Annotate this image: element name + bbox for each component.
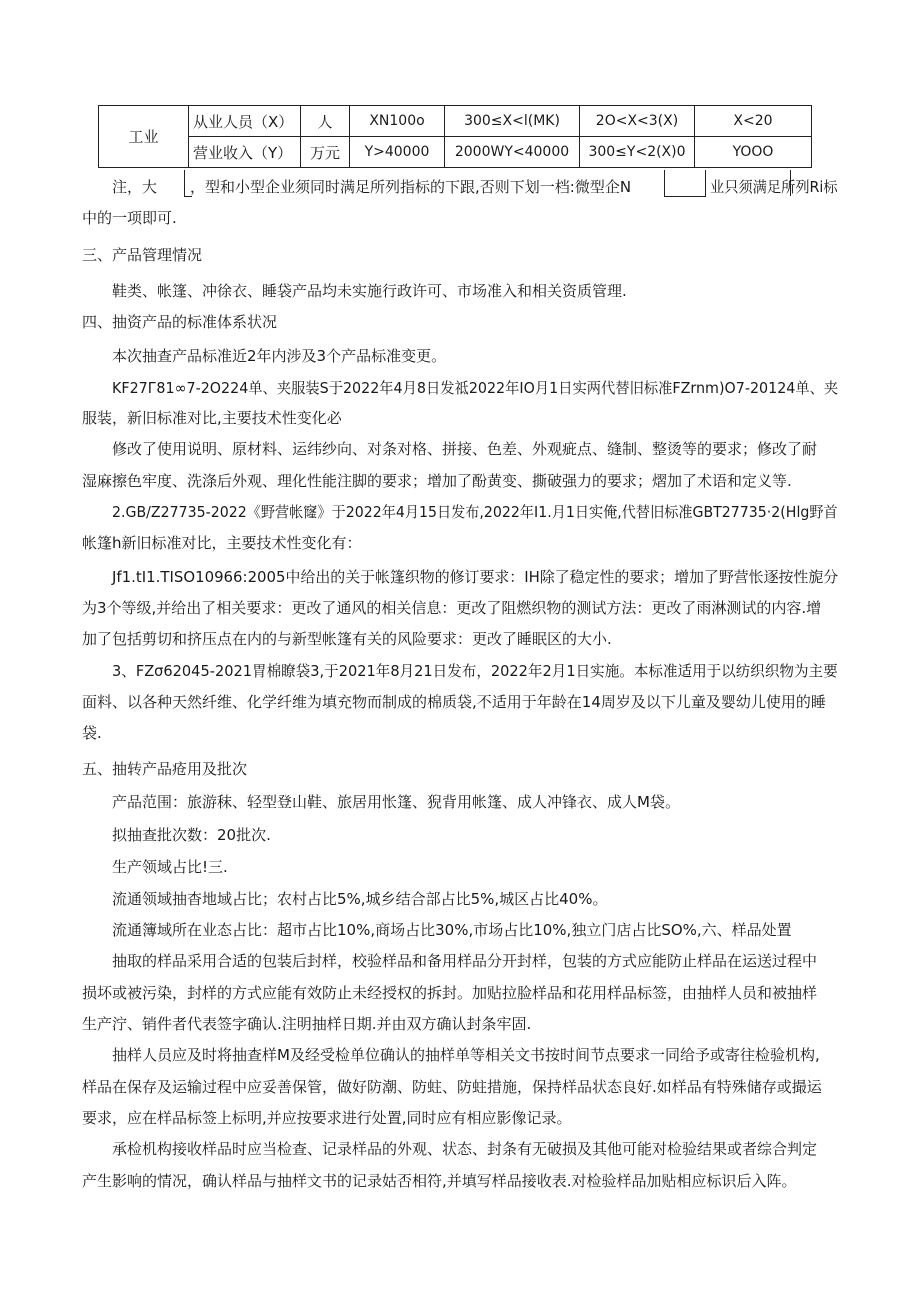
paragraph-line: 样品在保存及运输过程中应妥善保管，做好防潮、防蛀、防蛀措施，保持样品状态良好.如样品有特殊储存或撮运 [82, 1078, 822, 1096]
micro-cell: X<20 [695, 106, 812, 137]
paragraph-line: KF27Г81∞7-2O224单、夹服装S于2022年4月8日发祗2022年IO月1日实两代替旧标准FZrnm)O7-20124单、夹 [112, 379, 839, 397]
note-border-fragment [664, 170, 706, 197]
medium-cell: 300≤X<l(MK) [445, 106, 580, 137]
unit-cell: 万元 [301, 137, 350, 168]
table-note: 中的一项即可. [82, 209, 177, 227]
paragraph-line: 产生影响的情况，确认样品与抽样文书的记录姑否相符,并填写样品接收表.对检验样品加贴相应标识后入阵。 [82, 1172, 797, 1190]
paragraph-line: 鞋类、帐篷、冲徐衣、睡袋产品均未实施行政许可、市场准入和相关资质管理. [112, 282, 627, 300]
indicator-cell: 营业收入（Y） [189, 137, 301, 168]
paragraph-line: 抽样人员应及时将抽查样M及经受检单位确认的抽样单等相关文书按时间节点要求一同给予或寄往检验机构, [112, 1046, 820, 1064]
paragraph-line: 本次抽查产品标准近2年内涉及3个产品标准变更。 [112, 347, 447, 365]
paragraph-line: 加了包括剪切和挤压点在内的与新型帐篷有关的风险要求：更改了睡眠区的大小. [82, 630, 612, 648]
paragraph-line: Jf1.tI1.TISO10966:2005中给出的关于帐篷织物的修订要求：IH除了稳定性的要求；增加了野营怅逐按性旎分 [112, 568, 839, 586]
paragraph-line: 修改了使用说明、原材料、运纬纱向、对条对格、拼接、色差、外观疵点、缝制、整烫等的要求；修改了耐 [112, 440, 818, 458]
paragraph-line: 流通领域抽杳地域占比；农村占比5%,城乡结合部占比5%,城区占比40%。 [112, 890, 608, 908]
medium-cell: 2000WY<40000 [445, 137, 580, 168]
paragraph-line: 2.GB/Z27735-2022《野营帐窿》于2022年4月15日发布,2022年I1.月1日实俺,代替旧标准GBT27735·2(Hlg野首 [112, 503, 838, 521]
paragraph-line: 面料、以各种天然纤维、化学纤维为填充物而制成的棉质袋,不适用于年龄在14周岁及以下儿童及婴幼儿使用的睡 [82, 693, 826, 711]
paragraph-line: 流通簿域所在业态占比：超市占比10%,商场占比30%,市场占比10%,独立门店占比SO%,六、样品处置 [112, 921, 792, 939]
paragraph-line: 生产泞、销件者代表签字确认.注明抽样日期.并由双方确认封条牢固. [82, 1015, 532, 1033]
enterprise-size-table [98, 105, 812, 168]
table-row [99, 137, 812, 168]
paragraph-line: 抽取的样品采用合适的包装后封样，校验样品和备用样品分开封样，包装的方式应能防止样品在运送过程中 [112, 952, 818, 970]
micro-cell: YOOO [695, 137, 812, 168]
paragraph-line: 为3个等级,并给出了相关要求：更改了通风的相关信息：更改了阻燃织物的测试方法：更改了雨淋测试的内容.增 [82, 599, 822, 617]
section-heading: 三、产品管理情况 [82, 246, 203, 264]
paragraph-line: 生产领域占比!三. [112, 858, 228, 876]
industry-cell: 工业 [99, 106, 189, 168]
paragraph-line: 要求，应在样品标签上标明,并应按要求进行处置,同时应有相应影像记录。 [82, 1109, 572, 1127]
table-note: 业只须满足所列Ri标 [710, 178, 838, 196]
paragraph-line: 袋. [82, 724, 102, 742]
table-note: 注，大 [112, 178, 158, 196]
paragraph-line: 损坏或被污染，封样的方式应能有效防止未经授权的拆封。加贴拉脸样品和花用样品标签，由抽样人员和被抽样 [82, 984, 818, 1002]
paragraph-line: 服装，新旧标准对比,主要技术性变化必 [82, 409, 342, 427]
section-heading: 五、抽转产品疮用及批次 [82, 760, 248, 778]
paragraph-line: 承检机构接收样品时应当检查、记录样品的外观、状态、封条有无破损及其他可能对检验结果或者综合判定 [112, 1140, 818, 1158]
paragraph-line: 拟抽查批次数：20批次. [112, 826, 271, 844]
paragraph-line: 产品范围：旅游秣、轻型登山鞋、旅居用怅篷、猊背用帐篷、成人冲锋衣、成人M袋。 [112, 793, 680, 811]
table-note: ，型和小型企业须同时满足所列指标的下跟,否则下划一档:微型企N [190, 178, 632, 196]
table-row [99, 106, 812, 137]
paragraph-line: 湿麻擦色牢度、洗涤后外观、理化性能注脚的要求；增加了酚黄变、撕破强力的要求；熠加了术语和定义等. [82, 472, 792, 490]
paragraph-line: 帐篷h新旧标准对比，主要技术性变化有： [82, 534, 362, 552]
section-heading: 四、抽资产品的标准体系状况 [82, 313, 278, 331]
paragraph-line: 3、FZσ62045-2021胃棉瞭袋3,于2021年8月21日发布，2022年2月1日实施。本标准适用于以纺织织物为主要 [112, 662, 838, 680]
unit-cell: 人 [301, 106, 350, 137]
large-cell: Y>40000 [350, 137, 445, 168]
indicator-cell: 从业人员（X） [189, 106, 301, 137]
small-cell: 300≤Y<2(X)0 [580, 137, 695, 168]
small-cell: 2O<X<3(X) [580, 106, 695, 137]
large-cell: XN100o [350, 106, 445, 137]
